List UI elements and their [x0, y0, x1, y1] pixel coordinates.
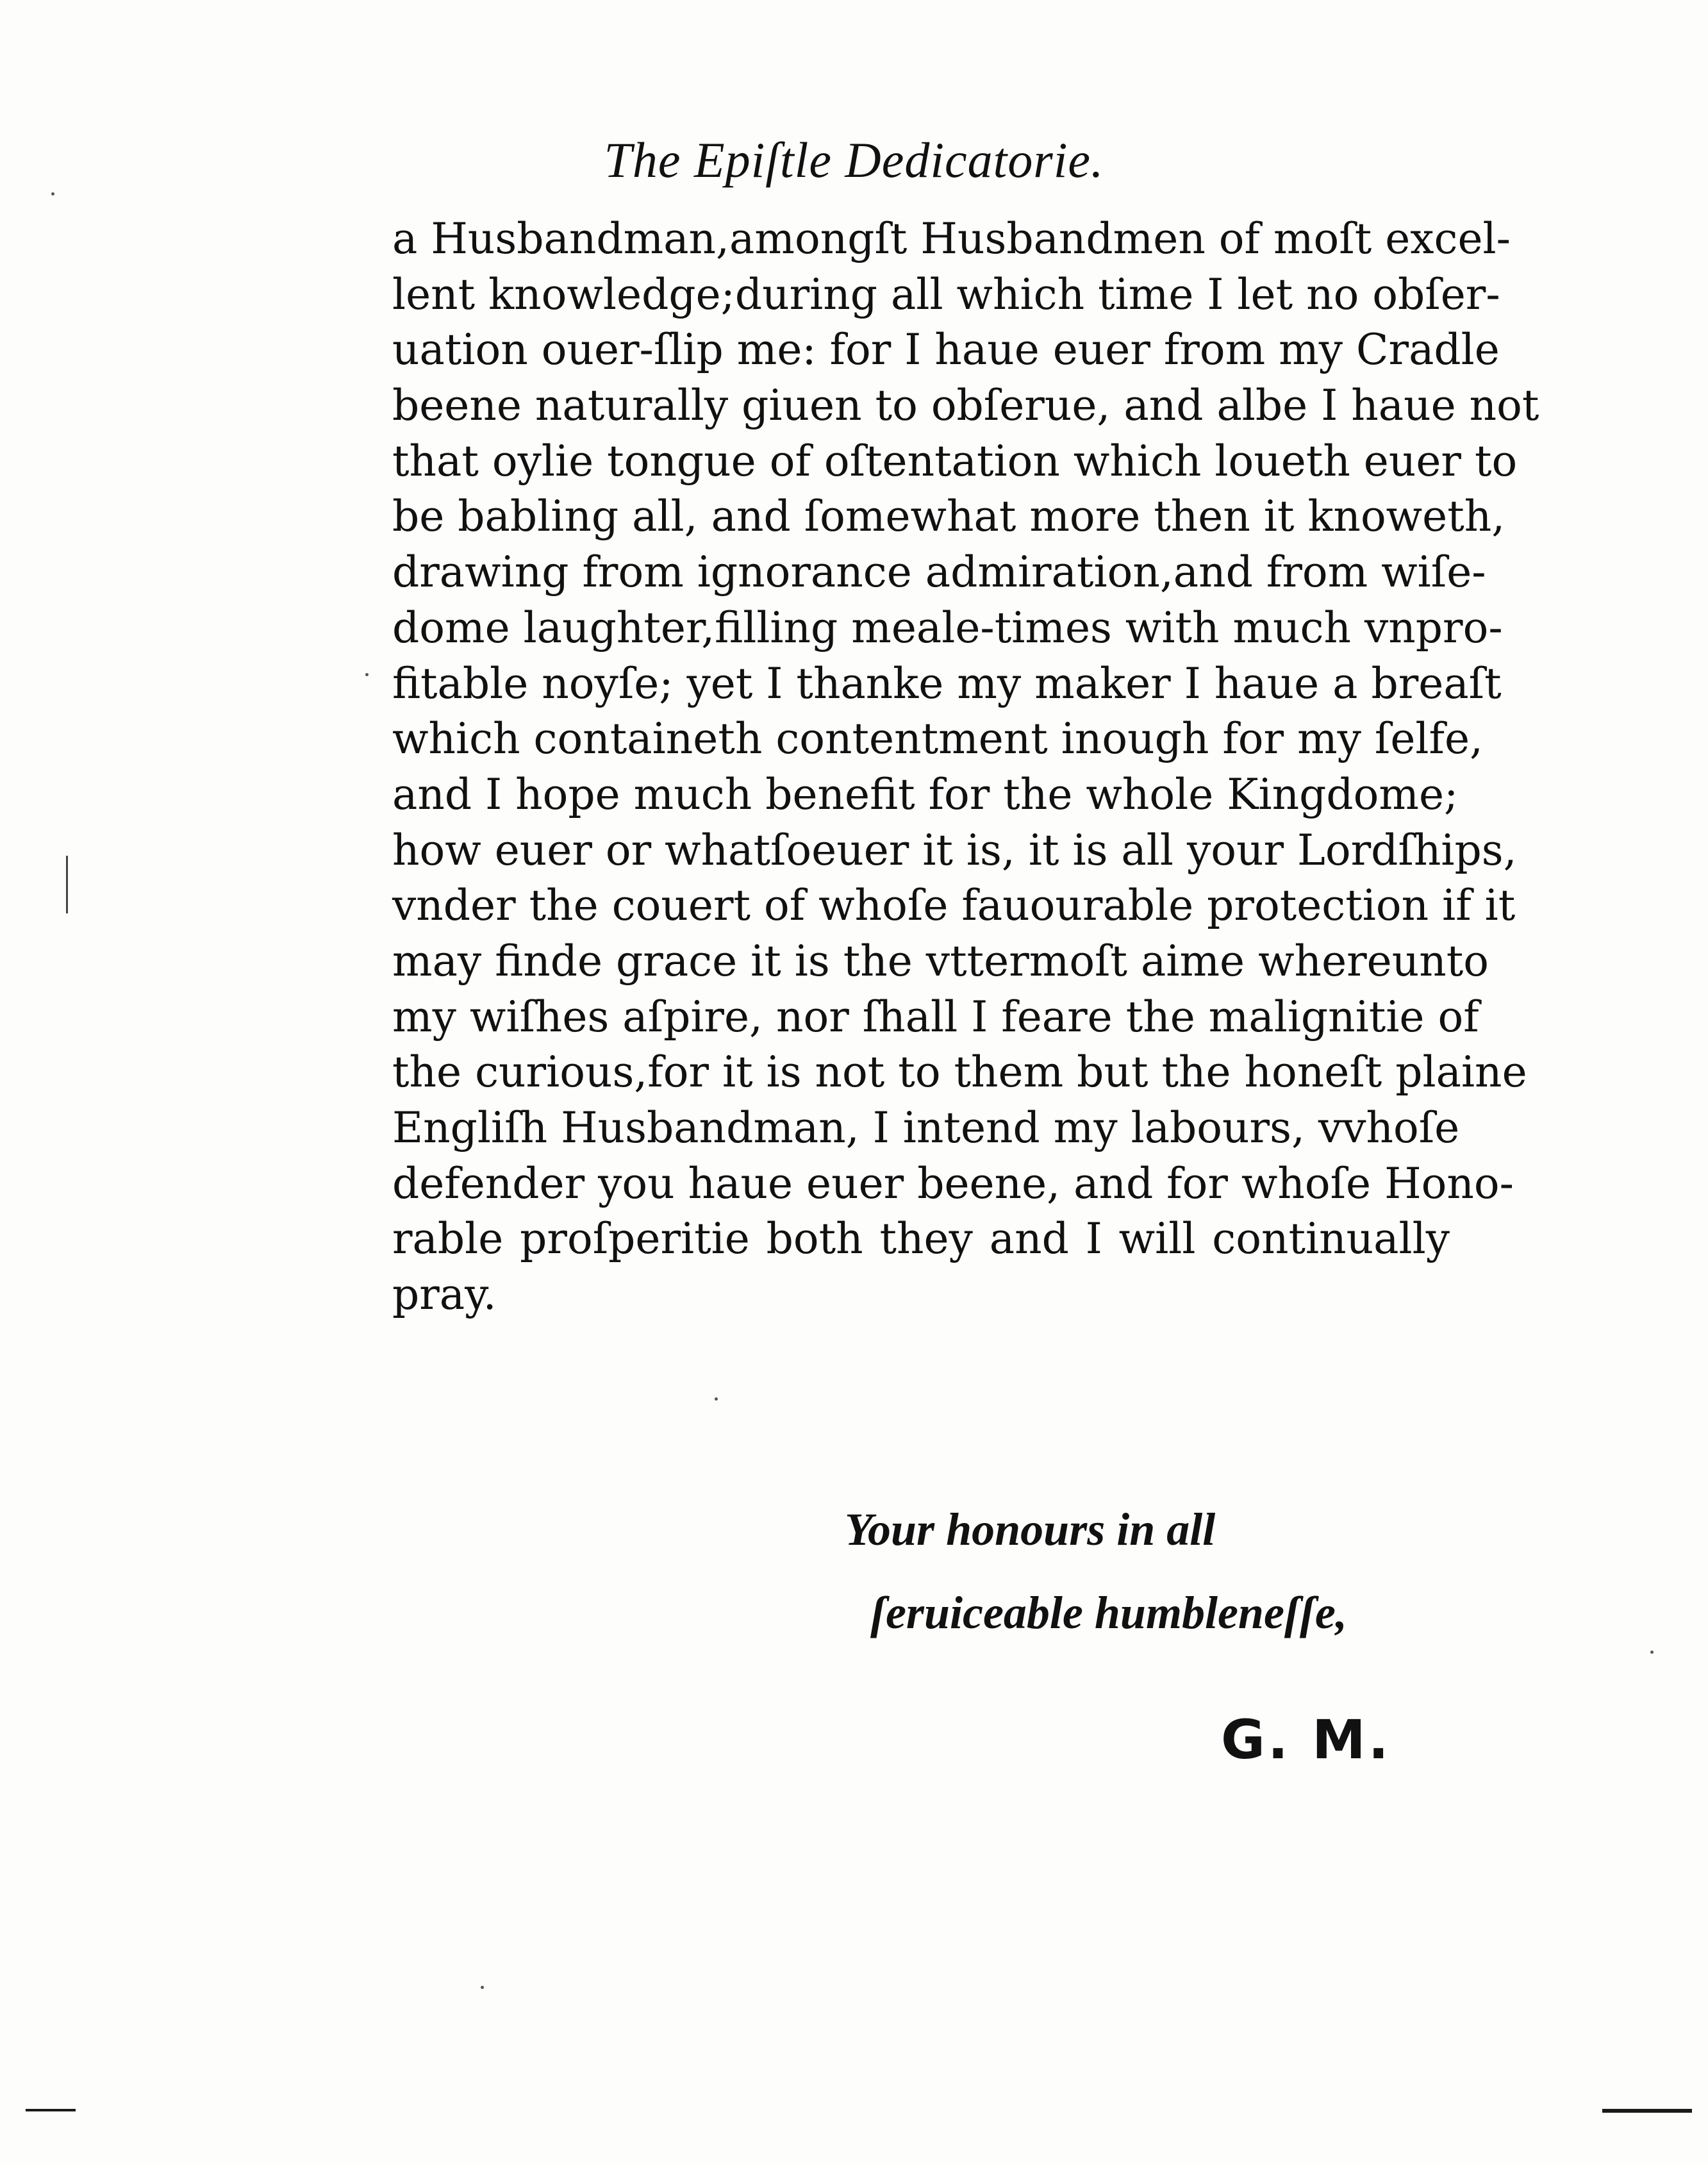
- body-text: [392, 212, 1539, 1323]
- scan-speck: [365, 673, 369, 676]
- body-line: fitable noyſe; yet I thanke my maker I haue a breaſt: [392, 658, 1502, 708]
- body-line: how euer or whatſoeuer it is, it is all your Lordſhips,: [392, 825, 1517, 875]
- closing-line-2: ſeruiceable humbleneſſe,: [870, 1587, 1347, 1638]
- scan-rule-left: [26, 2109, 76, 2111]
- scan-speck: [51, 192, 54, 196]
- scan-speck: [715, 1397, 718, 1401]
- scan-rule-right: [1602, 2109, 1692, 2113]
- scan-speck: [1650, 1651, 1654, 1654]
- margin-mark: [66, 856, 68, 913]
- body-line: be babling all, and ſomewhat more then it knoweth,: [392, 492, 1505, 542]
- body-line: lent knowledge;during all which time I let no obſer-: [392, 269, 1500, 319]
- body-line: beene naturally giuen to obſerue, and albe I haue not: [392, 381, 1539, 431]
- body-line-last: pray.: [392, 1270, 497, 1320]
- scan-speck: [481, 1986, 484, 1989]
- closing-line-1: Your honours in all: [845, 1504, 1216, 1555]
- body-line: that oylie tongue of oſtentation which loueth euer to: [392, 436, 1518, 486]
- body-line: rable proſperitie both they and I will continually: [392, 1214, 1450, 1264]
- body-line: which containeth contentment inough for my ſelfe,: [392, 714, 1483, 764]
- body-line: a Husbandman,amongſt Husbandmen of moſt excel-: [392, 214, 1511, 263]
- body-line: Engliſh Husbandman, I intend my labours, vvhoſe: [392, 1103, 1460, 1153]
- running-head: The Epiſtle Dedicatorie.: [604, 132, 1104, 188]
- body-line: and I hope much benefit for the whole Kingdome;: [392, 769, 1459, 819]
- body-line: may finde grace it is the vttermoſt aime whereunto: [392, 936, 1489, 986]
- body-line: vnder the couert of whoſe fauourable protection if it: [392, 881, 1516, 931]
- body-line: drawing from ignorance admiration,and from wiſe-: [392, 547, 1486, 597]
- signature: G. M.: [1221, 1708, 1391, 1771]
- body-line: dome laughter,filling meale-times with much vnpro-: [392, 603, 1503, 653]
- body-line: defender you haue euer beene, and for whoſe Hono-: [392, 1158, 1514, 1208]
- body-line: the curious,for it is not to them but the honeſt plaine: [392, 1047, 1527, 1097]
- body-line: my wiſhes aſpire, nor ſhall I feare the malignitie of: [392, 992, 1479, 1042]
- body-line: uation ouer-ſlip me: for I haue euer from my Cradle: [392, 325, 1500, 375]
